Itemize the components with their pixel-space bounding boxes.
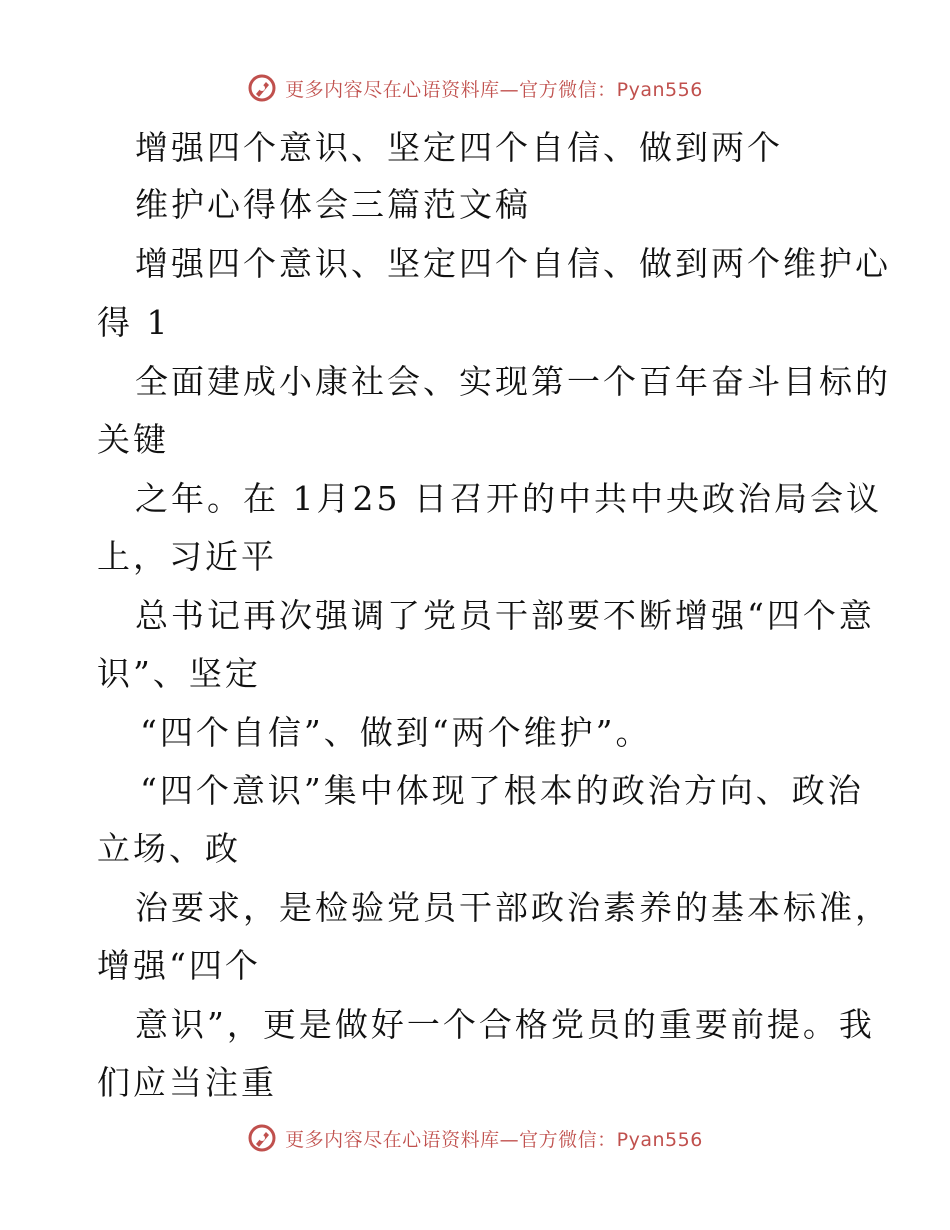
doc-line: 增强“四个: [97, 946, 261, 985]
pen-logo-icon: [247, 73, 277, 103]
header-watermark: [0, 73, 950, 103]
doc-line: “四个意识”集中体现了根本的政治方向、政治: [140, 771, 864, 810]
header-watermark-text: 更多内容尽在心语资料库—官方微信：Pyan556: [285, 78, 703, 101]
doc-line: 之年。在 1月25 日召开的中共中央政治局会议: [135, 479, 882, 518]
doc-title-line-1: 增强四个意识、坚定四个自信、做到两个: [135, 128, 783, 167]
doc-line: 关键: [97, 420, 169, 459]
doc-line: 们应当注重: [97, 1063, 277, 1102]
doc-line: 增强四个意识、坚定四个自信、做到两个维护心: [135, 244, 891, 283]
doc-line: 上，习近平: [97, 537, 277, 576]
doc-line: 得 1: [97, 303, 171, 342]
doc-line: 治要求，是检验党员干部政治素养的基本标准，: [135, 888, 891, 927]
doc-line: 全面建成小康社会、实现第一个百年奋斗目标的: [135, 362, 891, 401]
doc-title-line-2: 维护心得体会三篇范文稿: [135, 185, 531, 224]
doc-line: 识”、坚定: [97, 654, 261, 693]
doc-line: 总书记再次强调了党员干部要不断增强“四个意: [135, 596, 875, 635]
pen-logo-icon: [247, 1123, 277, 1153]
footer-watermark: [0, 1123, 950, 1153]
doc-line: 立场、政: [97, 829, 241, 868]
doc-line: “四个自信”、做到“两个维护”。: [140, 713, 652, 752]
footer-watermark-text: 更多内容尽在心语资料库—官方微信：Pyan556: [285, 1128, 703, 1151]
doc-line: 意识”，更是做好一个合格党员的重要前提。我: [135, 1005, 875, 1044]
